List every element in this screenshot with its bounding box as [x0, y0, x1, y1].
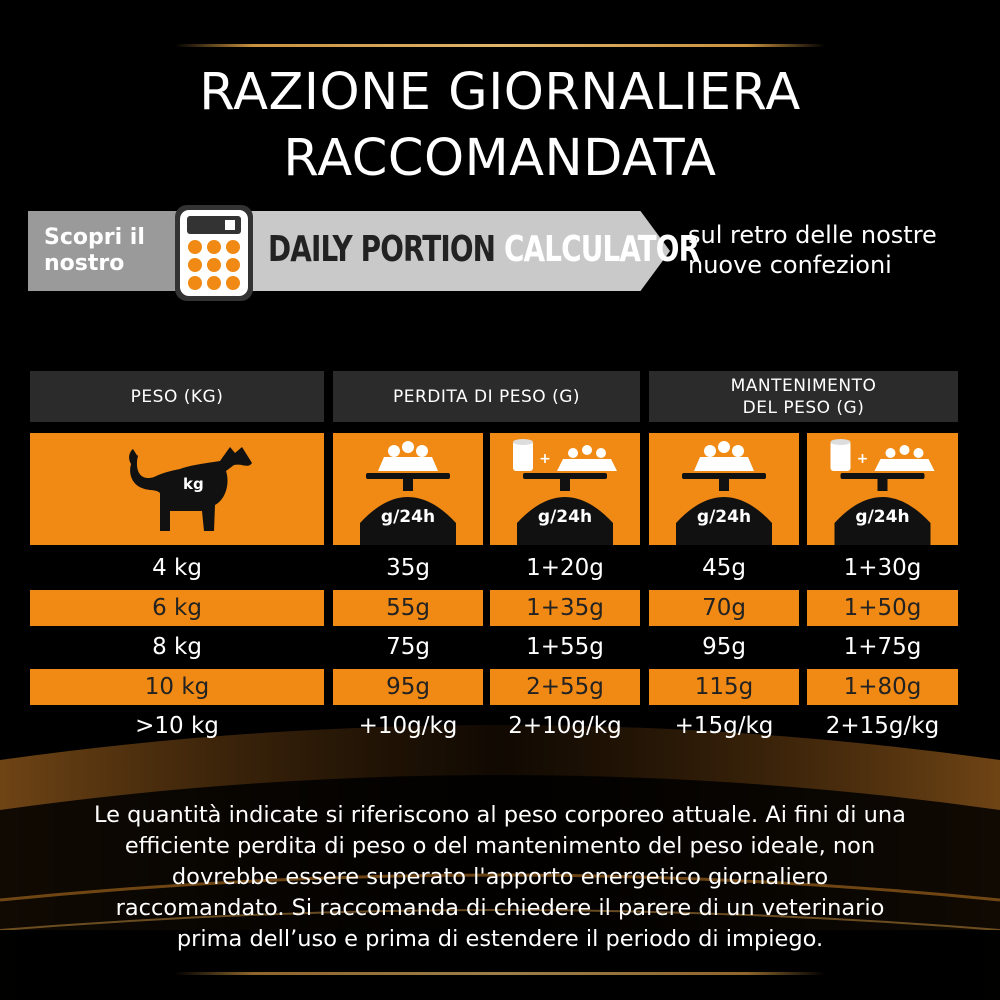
header-mantenimento-line-2: DEL PESO (G) — [742, 397, 865, 418]
cell-peso: 6 kg — [30, 590, 324, 626]
scale-icon-mixed-loss — [490, 433, 640, 545]
cat-icon — [30, 433, 324, 545]
cell-dry-loss: 55g — [333, 590, 483, 626]
cell-dry-loss: 95g — [333, 669, 483, 705]
scale-icon-mixed-maint — [807, 433, 958, 545]
disclaimer-line-5: prima dell’uso e prima di estendere il periodo di impiego. — [176, 926, 824, 952]
calculator-icon — [173, 203, 255, 303]
banner-right-line-1: sul retro delle nostre — [688, 221, 937, 249]
banner-scopri-text — [44, 225, 145, 277]
scale-unit-label: g/24h — [696, 507, 752, 527]
cell-dry-maint: 115g — [649, 669, 799, 705]
cell-peso: 8 kg — [152, 634, 202, 660]
top-gold-divider — [175, 44, 825, 47]
banner-scopri-line-2: nostro — [44, 251, 125, 276]
banner-daily-portion-calculator — [268, 229, 699, 270]
header-perdita-label: PERDITA DI PESO (G) — [392, 386, 581, 407]
title-line-1: RAZIONE GIORNALIERA — [199, 63, 801, 122]
cell-peso: 10 kg — [30, 669, 324, 705]
disclaimer-line-2: efficiente perdita di peso o del mantenimento del peso ideale, non — [124, 833, 876, 859]
scale-unit-label: g/24h — [537, 507, 593, 527]
header-peso-label: PESO (KG) — [130, 386, 224, 407]
cell-mixed-maint: 2+15g/kg — [825, 713, 940, 739]
scale-icon-dry-maint — [649, 433, 799, 545]
banner-calculator-text: CALCULATOR — [503, 229, 700, 270]
disclaimer-line-1: Le quantità indicate si riferiscono al peso corporeo attuale. Ai fini di una — [94, 802, 906, 828]
scale-unit-label: g/24h — [855, 507, 910, 527]
disclaimer-line-3: dovrebbe essere superato l'apporto energetico giornaliero — [171, 864, 829, 890]
title-line-2: RACCOMANDATA — [283, 129, 717, 188]
cell-mixed-loss: 1+55g — [526, 634, 604, 660]
table-row — [0, 669, 1000, 705]
page-title — [0, 60, 1000, 192]
header-peso — [30, 371, 324, 422]
cell-dry-maint: +15g/kg — [674, 713, 774, 739]
banner-scopri-line-1: Scopri il — [44, 225, 145, 250]
header-perdita — [333, 371, 640, 422]
cell-mixed-loss: 1+35g — [490, 590, 640, 626]
cell-dry-loss: 35g — [386, 555, 430, 581]
icon-cell-cat — [30, 433, 324, 545]
cell-dry-maint: 95g — [702, 634, 746, 660]
table-row — [0, 550, 1000, 586]
banner-right-text — [688, 220, 937, 280]
cat-kg-label: kg — [183, 475, 204, 493]
table-row — [0, 590, 1000, 626]
bottom-gold-divider — [175, 972, 825, 975]
cell-peso: 4 kg — [152, 555, 202, 581]
svg-text:+: + — [539, 451, 551, 467]
cell-dry-loss: 75g — [386, 634, 430, 660]
banner-daily-text: DAILY PORTION — [268, 229, 496, 270]
table-row — [0, 708, 1000, 744]
cell-peso: >10 kg — [135, 713, 219, 739]
scale-icon-dry-loss — [333, 433, 483, 545]
cell-dry-maint: 70g — [649, 590, 799, 626]
header-mantenimento-line-1: MANTENIMENTO — [730, 375, 877, 396]
header-mantenimento — [649, 371, 958, 422]
portion-calculator-banner — [28, 211, 700, 291]
disclaimer-line-4: raccomandato. Si raccomanda di chiedere il parere di un veterinario — [115, 895, 885, 921]
cell-mixed-maint: 1+75g — [843, 634, 922, 660]
cell-dry-maint: 45g — [702, 555, 746, 581]
banner-right-line-2: nuove confezioni — [688, 251, 892, 279]
cell-mixed-maint: 1+50g — [807, 590, 958, 626]
cell-mixed-maint: 1+30g — [843, 555, 922, 581]
table-row — [0, 629, 1000, 665]
cell-mixed-loss: 1+20g — [526, 555, 604, 581]
cell-dry-loss: +10g/kg — [358, 713, 458, 739]
disclaimer-text — [30, 800, 970, 955]
cell-mixed-loss: 2+10g/kg — [508, 713, 622, 739]
scale-unit-label: g/24h — [380, 507, 436, 527]
cell-mixed-loss: 2+55g — [490, 669, 640, 705]
svg-text:+: + — [856, 451, 869, 467]
cell-mixed-maint: 1+80g — [807, 669, 958, 705]
